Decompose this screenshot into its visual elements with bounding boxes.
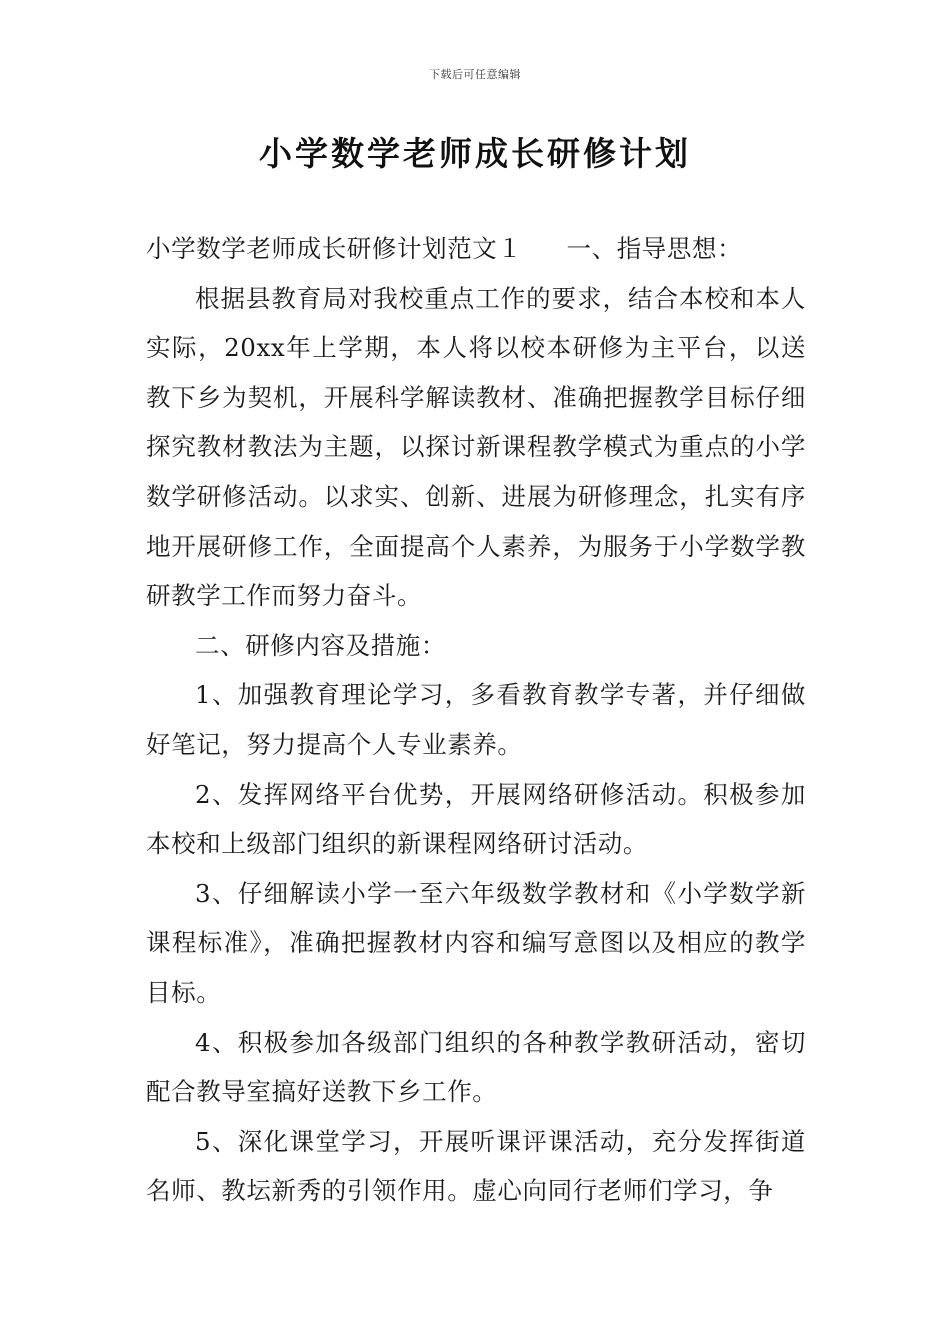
paragraph-item-4: 4、积极参加各级部门组织的各种教学教研活动，密切配合教导室搞好送教下乡工作。 (146, 1027, 806, 1107)
section-heading-1: 一、指导思想： (566, 234, 743, 263)
paragraph-guiding-thought: 根据县教育局对我校重点工作的要求，结合本校和本人实际，20xx年上学期，本人将以校本研修为主平台，以送教下乡为契机，开展科学解读教材、准确把握教学目标仔细探究教材教法为主题，以探讨新课程教学模式为重点的小学数学研修活动。以求实、创新、进展为研修理念，扎实有序地开展研修工作，全面提高个人素养，为服务于小学数学教研教学工作而努力奋斗。 (146, 283, 806, 611)
document-body (146, 224, 806, 1216)
intro-line (146, 224, 806, 274)
header-note: 下载后可任意编辑 (429, 68, 521, 81)
section-heading-2: 二、研修内容及措施： (195, 630, 446, 660)
document-title: 小学数学老师成长研修计划 (259, 134, 691, 173)
paragraph-item-1: 1、加强教育理论学习，多看教育教学专著，并仔细做好笔记，努力提高个人专业素养。 (146, 680, 806, 759)
paragraph-item-5: 5、深化课堂学习，开展听课评课活动，充分发挥街道名师、教坛新秀的引领作用。虚心向同行老师们学习，争 (146, 1126, 806, 1206)
paragraph-item-2: 2、发挥网络平台优势，开展网络研修活动。积极参加本校和上级部门组织的新课程网络研讨活动。 (146, 779, 806, 859)
paragraph-item-3: 3、仔细解读小学一至六年级数学教材和《小学数学新课程标准》，准确把握教材内容和编写意图以及相应的教学目标。 (146, 878, 806, 1007)
intro-subtitle: 小学数学老师成长研修计划范文１ (146, 234, 523, 263)
